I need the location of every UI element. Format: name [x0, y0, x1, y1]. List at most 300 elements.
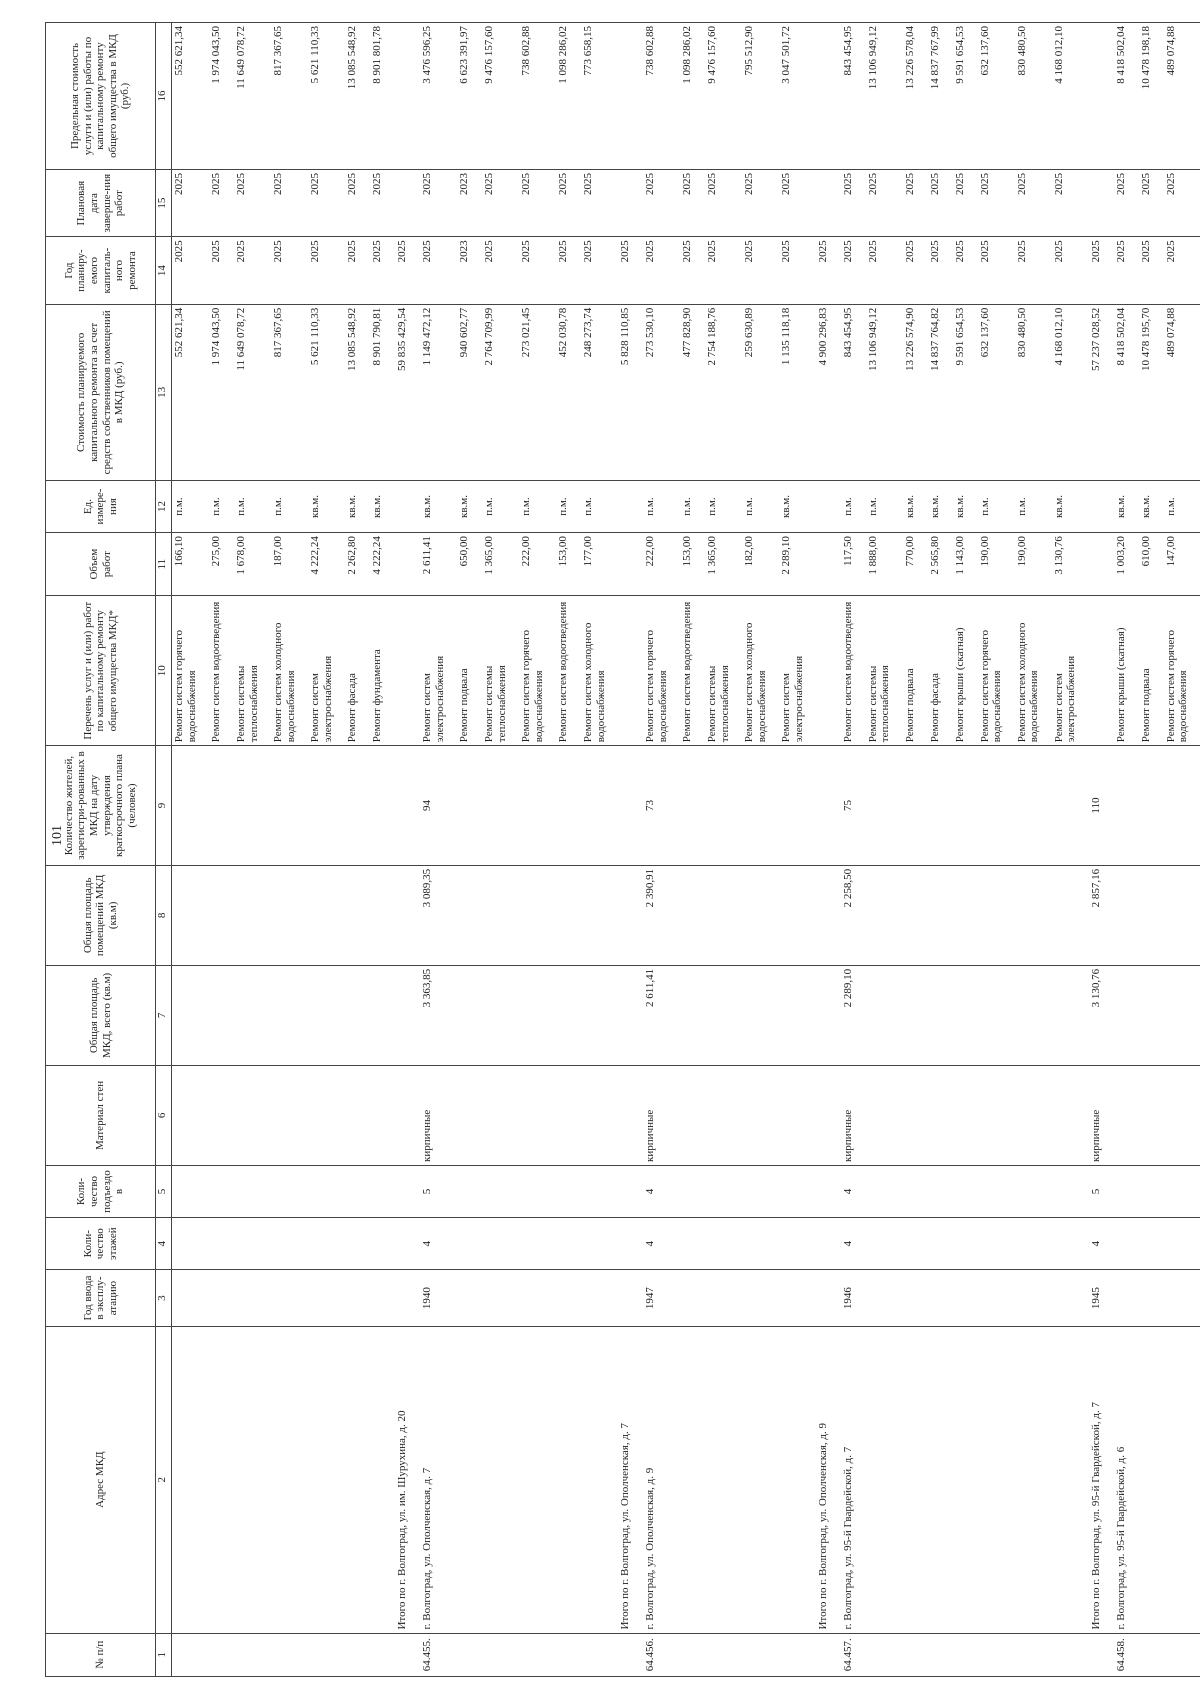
table-cell: 830 480,50: [1015, 23, 1052, 170]
table-cell: 2025: [841, 169, 866, 236]
table-cell: [618, 1165, 643, 1217]
table-cell: 738 602,88: [519, 23, 556, 170]
table-cell: Ремонт фасада: [928, 596, 953, 746]
table-cell: [1089, 596, 1114, 746]
table-cell: [1164, 865, 1200, 965]
table-cell: 13 106 949,12: [866, 304, 903, 480]
column-header: Коли-чество этажей: [46, 1218, 156, 1270]
table-cell: [1052, 1065, 1089, 1165]
table-cell: [457, 965, 482, 1065]
table-row: [457, 23, 482, 1677]
table-cell: [1114, 1270, 1139, 1327]
capital-repair-table: [45, 22, 1200, 1677]
table-cell: [816, 965, 841, 1065]
table-cell: 1 365,00: [705, 533, 742, 596]
table-row: [1052, 23, 1089, 1677]
table-cell: [779, 1165, 816, 1217]
table-cell: п.м.: [1015, 480, 1052, 532]
table-cell: 2025: [1015, 237, 1052, 304]
table-cell: [209, 1633, 234, 1676]
table-cell: [953, 1165, 978, 1217]
table-cell: [742, 1165, 779, 1217]
table-cell: кирпичные: [420, 1065, 457, 1165]
table-cell: 4 168 012,10: [1052, 23, 1089, 170]
table-cell: 5: [1089, 1165, 1114, 1217]
table-cell: п.м.: [1164, 480, 1200, 532]
table-cell: [1139, 965, 1164, 1065]
table-cell: [903, 1065, 928, 1165]
table-cell: [556, 1218, 581, 1270]
table-cell: Ремонт крыши (скатная): [953, 596, 978, 746]
table-cell: [482, 1065, 519, 1165]
table-cell: 1 149 472,12: [420, 304, 457, 480]
table-cell: [370, 1165, 395, 1217]
table-cell: [1089, 480, 1114, 532]
table-cell: [866, 1065, 903, 1165]
table-cell: [978, 1218, 1015, 1270]
table-cell: [482, 1326, 519, 1633]
table-cell: [556, 1633, 581, 1676]
table-cell: 11 649 078,72: [234, 23, 271, 170]
table-cell: 1 974 043,50: [209, 23, 234, 170]
table-cell: [172, 965, 210, 1065]
table-cell: [1052, 965, 1089, 1065]
table-cell: [1114, 746, 1139, 866]
table-cell: [903, 1326, 928, 1633]
table-cell: 8 901 790,81: [370, 304, 395, 480]
table-cell: [618, 596, 643, 746]
table-cell: 2025: [866, 237, 903, 304]
table-cell: [209, 1165, 234, 1217]
column-number: 12: [156, 480, 172, 532]
table-cell: [172, 1270, 210, 1327]
table-cell: [1015, 1326, 1052, 1633]
table-cell: 2 754 188,76: [705, 304, 742, 480]
table-cell: 738 602,88: [643, 23, 680, 170]
table-cell: [618, 533, 643, 596]
table-cell: [953, 1065, 978, 1165]
table-cell: 10 478 198,18: [1139, 23, 1164, 170]
table-row: [172, 23, 210, 1677]
table-cell: Ремонт системы теплоснабжения: [866, 596, 903, 746]
table-cell: [866, 746, 903, 866]
table-cell: кирпичные: [643, 1065, 680, 1165]
table-cell: Ремонт фундамента: [370, 596, 395, 746]
table-cell: Ремонт систем водоотведения: [680, 596, 705, 746]
table-cell: 3 130,76: [1052, 533, 1089, 596]
table-cell: [581, 865, 618, 965]
table-cell: 190,00: [1015, 533, 1052, 596]
table-row: [903, 23, 928, 1677]
table-cell: [1052, 865, 1089, 965]
table-cell: 153,00: [680, 533, 705, 596]
table-cell: [308, 965, 345, 1065]
table-cell: [519, 1065, 556, 1165]
table-cell: 177,00: [581, 533, 618, 596]
table-cell: [271, 1270, 308, 1327]
table-cell: 2 390,91: [643, 865, 680, 965]
table-cell: 59 835 429,54: [395, 304, 420, 480]
table-cell: 6 623 391,97: [457, 23, 482, 170]
table-cell: 1940: [420, 1270, 457, 1327]
table-cell: 2025: [866, 169, 903, 236]
table-cell: 2025: [420, 237, 457, 304]
table-cell: Ремонт крыши (скатная): [1114, 596, 1139, 746]
table-cell: [779, 865, 816, 965]
table-cell: [1164, 1065, 1200, 1165]
table-cell: 4 222,24: [308, 533, 345, 596]
table-cell: 1945: [1089, 1270, 1114, 1327]
table-cell: [1114, 1165, 1139, 1217]
table-cell: Ремонт систем электроснабжения: [420, 596, 457, 746]
table-cell: [1164, 1218, 1200, 1270]
table-cell: [1139, 1165, 1164, 1217]
table-cell: Ремонт системы теплоснабжения: [234, 596, 271, 746]
table-cell: п.м.: [271, 480, 308, 532]
table-cell: 2025: [779, 237, 816, 304]
table-cell: п.м.: [978, 480, 1015, 532]
table-cell: [705, 746, 742, 866]
table-row: [742, 23, 779, 1677]
table-cell: Ремонт систем холодного водоснабжения: [271, 596, 308, 746]
table-cell: [978, 865, 1015, 965]
table-cell: [742, 1326, 779, 1633]
table-cell: 2 289,10: [841, 965, 866, 1065]
table-cell: [271, 1165, 308, 1217]
column-header: Материал стен: [46, 1065, 156, 1165]
table-cell: 5: [420, 1165, 457, 1217]
table-cell: 4: [841, 1165, 866, 1217]
table-cell: 182,00: [742, 533, 779, 596]
table-cell: 2025: [779, 169, 816, 236]
table-cell: [556, 746, 581, 866]
table-cell: [1139, 1326, 1164, 1633]
table-cell: [395, 169, 420, 236]
table-cell: 273 021,45: [519, 304, 556, 480]
table-cell: 2 764 709,99: [482, 304, 519, 480]
table-cell: [978, 1270, 1015, 1327]
table-cell: 1 888,00: [866, 533, 903, 596]
table-cell: 222,00: [519, 533, 556, 596]
table-cell: 477 828,90: [680, 304, 705, 480]
table-cell: 610,00: [1139, 533, 1164, 596]
table-cell: 1 135 118,18: [779, 304, 816, 480]
table-cell: 1 098 286,02: [556, 23, 581, 170]
table-cell: 153,00: [556, 533, 581, 596]
table-cell: 2025: [581, 169, 618, 236]
table-cell: [271, 865, 308, 965]
table-cell: [680, 1218, 705, 1270]
table-cell: 2025: [742, 237, 779, 304]
table-cell: [1052, 1165, 1089, 1217]
table-cell: 4: [841, 1218, 866, 1270]
table-cell: 2025: [556, 237, 581, 304]
table-cell: 2025: [1164, 169, 1200, 236]
table-cell: [482, 1633, 519, 1676]
column-header: № п/п: [46, 1633, 156, 1676]
table-cell: [234, 746, 271, 866]
table-cell: 3 476 596,25: [420, 23, 457, 170]
table-cell: кв.м.: [1139, 480, 1164, 532]
table-cell: [928, 746, 953, 866]
table-cell: [482, 965, 519, 1065]
table-cell: 2025: [841, 237, 866, 304]
column-number: 13: [156, 304, 172, 480]
table-cell: [928, 1270, 953, 1327]
table-cell: [556, 865, 581, 965]
table-cell: [457, 1633, 482, 1676]
table-cell: [1089, 533, 1114, 596]
table-cell: 2025: [978, 237, 1015, 304]
table-cell: [172, 865, 210, 965]
table-cell: 632 137,60: [978, 23, 1015, 170]
table-cell: [395, 1633, 420, 1676]
table-cell: 248 273,74: [581, 304, 618, 480]
column-number: 6: [156, 1065, 172, 1165]
table-cell: [234, 865, 271, 965]
table-cell: [271, 1065, 308, 1165]
table-cell: 817 367,65: [271, 304, 308, 480]
table-cell: кв.м.: [779, 480, 816, 532]
table-row: [705, 23, 742, 1677]
table-cell: 2025: [1164, 237, 1200, 304]
table-cell: [234, 1270, 271, 1327]
table-cell: [345, 746, 370, 866]
table-row: [1089, 23, 1114, 1677]
table-cell: 2025: [482, 237, 519, 304]
column-number: 5: [156, 1165, 172, 1217]
table-cell: 1947: [643, 1270, 680, 1327]
table-cell: [308, 1270, 345, 1327]
table-cell: [742, 965, 779, 1065]
table-cell: [1139, 1633, 1164, 1676]
column-header: Общая площадь МКД, всего (кв.м): [46, 965, 156, 1065]
table-row: [420, 23, 457, 1677]
table-cell: 552 621,34: [172, 304, 210, 480]
table-cell: [779, 1065, 816, 1165]
table-cell: 2 857,16: [1089, 865, 1114, 965]
table-cell: [779, 746, 816, 866]
table-cell: [234, 1165, 271, 1217]
table-cell: 1 098 286,02: [680, 23, 705, 170]
table-cell: [928, 965, 953, 1065]
table-cell: [370, 865, 395, 965]
table-cell: [779, 1633, 816, 1676]
table-cell: 2025: [271, 237, 308, 304]
column-header: Общая площадь помещений МКД (кв.м): [46, 865, 156, 965]
table-cell: 3 047 501,72: [779, 23, 816, 170]
table-cell: [395, 1065, 420, 1165]
column-header: Предельная стоимость услуги и (или) работы по капитальному ремонту общего имущества в МКД (руб.): [46, 23, 156, 170]
table-cell: [581, 965, 618, 1065]
table-cell: [482, 865, 519, 965]
table-cell: 2 262,80: [345, 533, 370, 596]
table-cell: [978, 1165, 1015, 1217]
table-cell: 4: [420, 1218, 457, 1270]
table-cell: [618, 965, 643, 1065]
column-number-row: [156, 23, 172, 1677]
table-cell: кв.м.: [1114, 480, 1139, 532]
table-cell: кв.м.: [457, 480, 482, 532]
table-cell: [209, 1326, 234, 1633]
table-cell: 2 611,41: [420, 533, 457, 596]
table-cell: [345, 1165, 370, 1217]
table-cell: [556, 1165, 581, 1217]
table-cell: [705, 865, 742, 965]
table-cell: [1139, 1218, 1164, 1270]
table-cell: [395, 1165, 420, 1217]
table-cell: [705, 1165, 742, 1217]
table-cell: кв.м.: [903, 480, 928, 532]
table-cell: 8 901 801,78: [370, 23, 395, 170]
table-row: [928, 23, 953, 1677]
table-cell: [816, 1270, 841, 1327]
table-cell: [1089, 23, 1114, 170]
table-cell: [271, 746, 308, 866]
table-cell: 73: [643, 746, 680, 866]
table-cell: [1015, 1218, 1052, 1270]
table-cell: 13 226 574,90: [903, 304, 928, 480]
table-row: [978, 23, 1015, 1677]
table-cell: 2025: [1114, 237, 1139, 304]
table-cell: [705, 1218, 742, 1270]
table-cell: 830 480,50: [1015, 304, 1052, 480]
table-row: [1164, 23, 1200, 1677]
table-row: [779, 23, 816, 1677]
table-cell: [395, 1218, 420, 1270]
table-row: [1015, 23, 1052, 1677]
table-cell: [618, 480, 643, 532]
column-number: 16: [156, 23, 172, 170]
table-row: [482, 23, 519, 1677]
table-cell: [953, 865, 978, 965]
table-cell: 4 900 296,83: [816, 304, 841, 480]
table-cell: 2025: [705, 237, 742, 304]
table-cell: 8 418 502,04: [1114, 304, 1139, 480]
table-cell: 3 130,76: [1089, 965, 1114, 1065]
table-cell: [866, 1633, 903, 1676]
table-row: [556, 23, 581, 1677]
table-row: [519, 23, 556, 1677]
table-cell: [370, 1065, 395, 1165]
table-cell: [903, 1633, 928, 1676]
table-row: [866, 23, 903, 1677]
table-cell: п.м.: [705, 480, 742, 532]
table-row: [643, 23, 680, 1677]
table-cell: кв.м.: [1052, 480, 1089, 532]
table-cell: 2 565,80: [928, 533, 953, 596]
table-cell: 489 074,88: [1164, 304, 1200, 480]
table-cell: 2025: [1139, 169, 1164, 236]
table-cell: [519, 965, 556, 1065]
table-cell: 64.458.: [1114, 1633, 1139, 1676]
table-row: [618, 23, 643, 1677]
table-cell: 5 828 110,85: [618, 304, 643, 480]
table-cell: [928, 1065, 953, 1165]
table-cell: Ремонт систем водоотведения: [209, 596, 234, 746]
table-row: [370, 23, 395, 1677]
table-cell: [1052, 1633, 1089, 1676]
table-cell: [345, 1326, 370, 1633]
table-cell: Ремонт систем водоотведения: [556, 596, 581, 746]
table-cell: [519, 1165, 556, 1217]
table-cell: [618, 746, 643, 866]
column-header: Стоимость планируемого капитального ремонта за счет средств собственников помещений в МКД (руб.): [46, 304, 156, 480]
table-cell: [618, 169, 643, 236]
table-cell: 57 237 028,52: [1089, 304, 1114, 480]
table-cell: [395, 965, 420, 1065]
table-cell: [1114, 1065, 1139, 1165]
table-cell: 5 621 110,33: [308, 23, 345, 170]
table-cell: [345, 865, 370, 965]
table-cell: [1015, 865, 1052, 965]
header-row: [46, 23, 156, 1677]
table-cell: [1089, 169, 1114, 236]
table-cell: кв.м.: [345, 480, 370, 532]
table-cell: [234, 1065, 271, 1165]
table-cell: Ремонт систем холодного водоснабжения: [742, 596, 779, 746]
column-header: Плановая дата заверше-ния работ: [46, 169, 156, 236]
table-cell: Ремонт систем водоотведения: [841, 596, 866, 746]
table-cell: [581, 1165, 618, 1217]
table-cell: 275,00: [209, 533, 234, 596]
table-cell: [680, 1270, 705, 1327]
table-cell: [172, 1065, 210, 1165]
table-cell: [345, 1633, 370, 1676]
table-cell: кв.м.: [370, 480, 395, 532]
table-cell: г. Волгоград, ул. 95-й Гвардейской, д. 7: [841, 1326, 866, 1633]
table-cell: [1015, 1270, 1052, 1327]
table-cell: Итого по г. Волгоград, ул. Ополченская, д. 9: [816, 1326, 841, 1633]
table-cell: [1164, 965, 1200, 1065]
table-cell: [482, 1218, 519, 1270]
table-cell: [370, 1270, 395, 1327]
table-cell: Итого по г. Волгоград, ул. им. Шурухина, д. 20: [395, 1326, 420, 1633]
table-cell: [308, 1633, 345, 1676]
table-cell: [680, 1326, 705, 1633]
table-cell: [618, 1218, 643, 1270]
column-number: 3: [156, 1270, 172, 1327]
table-cell: 2025: [643, 169, 680, 236]
table-cell: [395, 23, 420, 170]
table-cell: 9 591 654,53: [953, 304, 978, 480]
table-cell: кирпичные: [1089, 1065, 1114, 1165]
table-cell: 14 837 767,99: [928, 23, 953, 170]
table-cell: п.м.: [742, 480, 779, 532]
table-cell: [928, 865, 953, 965]
table-cell: 489 074,88: [1164, 23, 1200, 170]
column-number: 4: [156, 1218, 172, 1270]
table-cell: г. Волгоград, ул. 95-й Гвардейской, д. 6: [1114, 1326, 1139, 1633]
table-cell: Ремонт систем горячего водоснабжения: [519, 596, 556, 746]
table-cell: [457, 1065, 482, 1165]
table-cell: [816, 533, 841, 596]
table-cell: 2025: [308, 169, 345, 236]
table-cell: [209, 1270, 234, 1327]
table-cell: [581, 746, 618, 866]
table-cell: [903, 1165, 928, 1217]
table-cell: 2025: [816, 237, 841, 304]
table-cell: [370, 1633, 395, 1676]
table-cell: [978, 746, 1015, 866]
table-cell: [618, 1633, 643, 1676]
table-cell: [370, 1326, 395, 1633]
table-cell: [308, 1065, 345, 1165]
table-cell: [779, 1270, 816, 1327]
table-cell: [370, 1218, 395, 1270]
table-cell: 2023: [457, 169, 482, 236]
table-cell: [581, 1065, 618, 1165]
